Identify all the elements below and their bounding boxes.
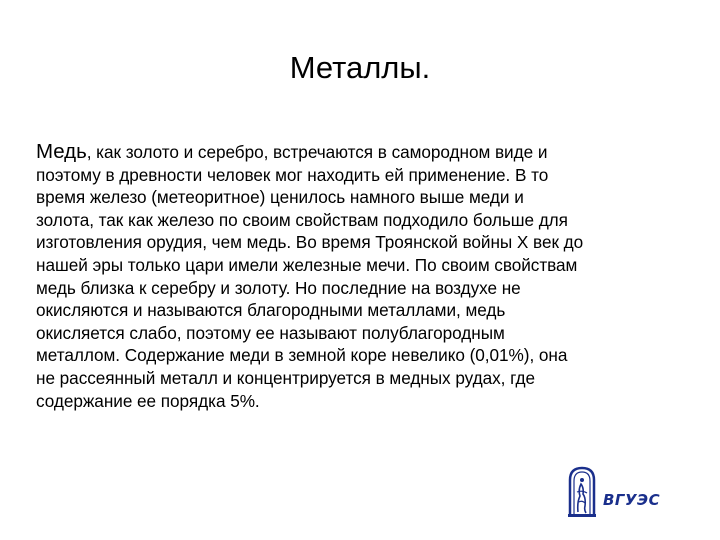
slide-title: Металлы. bbox=[289, 50, 431, 85]
text-line: не рассеянный металл и концентрируется в медных рудах, где bbox=[36, 367, 536, 388]
text-line: медь близка к серебру и золоту. Но последние на воздухе не bbox=[36, 277, 521, 298]
university-emblem-icon bbox=[567, 466, 597, 518]
text-line-rest: , как золото и серебро, встречаются в самородном виде и bbox=[86, 142, 548, 162]
body-paragraph bbox=[36, 141, 696, 412]
text-line: окисляется слабо, поэтому ее называют полублагородным bbox=[36, 322, 505, 343]
text-line: поэтому в древности человек мог находить ей применение. В то bbox=[36, 164, 549, 185]
text-line bbox=[36, 141, 696, 164]
text-line: время железо (метеоритное) ценилось намного выше меди и bbox=[36, 187, 524, 208]
text-line: изготовления орудия, чем медь. Во время Троянской войны X век до bbox=[36, 232, 584, 253]
text-line: золота, так как железо по своим свойствам подходило больше для bbox=[36, 209, 568, 230]
university-logo bbox=[567, 466, 671, 518]
lead-word: Медь bbox=[36, 140, 87, 163]
text-line: металлом. Содержание меди в земной коре невелико (0,01%), она bbox=[36, 345, 568, 366]
text-line: нашей эры только цари имели железные мечи. По своим свойствам bbox=[36, 254, 578, 275]
text-line: окисляются и называются благородными металлами, медь bbox=[36, 300, 506, 321]
logo-text: ВГУЭС bbox=[603, 491, 661, 509]
text-line: содержание ее порядка 5%. bbox=[36, 390, 260, 411]
